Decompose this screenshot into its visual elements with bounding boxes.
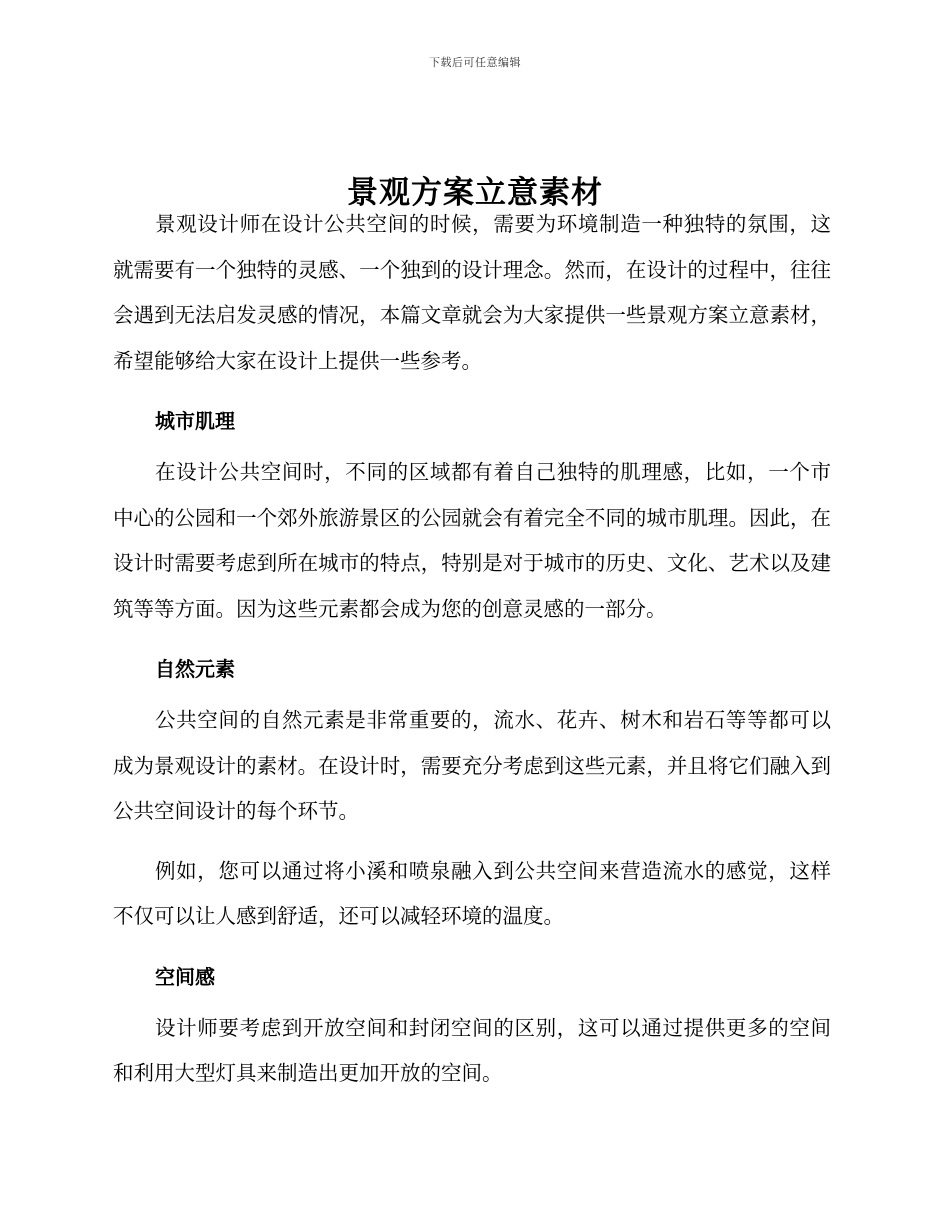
section-paragraph: 公共空间的自然元素是非常重要的，流水、花卉、树木和岩石等等都可以成为景观设计的素材。在设计时，需要充分考虑到这些元素，并且将它们融入到公共空间设计的每个环节。	[113, 708, 831, 823]
spacer	[113, 384, 831, 408]
section-heading-sense-of-space: 空间感	[155, 964, 215, 989]
spacer	[113, 682, 831, 698]
section-paragraph: 例如，您可以通过将小溪和喷泉融入到公共空间来营造流水的感觉，这样不仅可以让人感到舒适，还可以减轻环境的温度。	[113, 858, 831, 928]
document-body	[113, 202, 831, 1097]
spacer	[113, 940, 831, 964]
section-heading-urban-texture: 城市肌理	[155, 409, 235, 433]
section-paragraph: 在设计公共空间时，不同的区域都有着自己独特的肌理感，比如，一个市中心的公园和一个郊外旅游景区的公园就会有着完全不同的城市肌理。因此，在设计时需要考虑到所在城市的特点，特别是对于城市的历史、文化、艺术以及建筑等等方面。因为这些元素都会成为您的创意灵感的一部分。	[113, 460, 831, 621]
spacer	[113, 434, 831, 450]
document-title: 景观方案立意素材	[347, 174, 603, 211]
spacer	[113, 835, 831, 849]
section-paragraph: 设计师要考虑到开放空间和封闭空间的区别，这可以通过提供更多的空间和利用大型灯具来制造出更加开放的空间。	[113, 1015, 831, 1085]
spacer	[113, 632, 831, 656]
intro-paragraph: 景观设计师在设计公共空间的时候，需要为环境制造一种独特的氛围，这就需要有一个独特的灵感、一个独到的设计理念。然而，在设计的过程中，往往会遇到无法启发灵感的情况，本篇文章就会为大家提供一些景观方案立意素材，希望能够给大家在设计上提供一些参考。	[113, 212, 831, 373]
section-heading-natural-elements: 自然元素	[155, 657, 235, 681]
header-note: 下载后可任意编辑	[429, 56, 521, 69]
spacer	[113, 990, 831, 1006]
